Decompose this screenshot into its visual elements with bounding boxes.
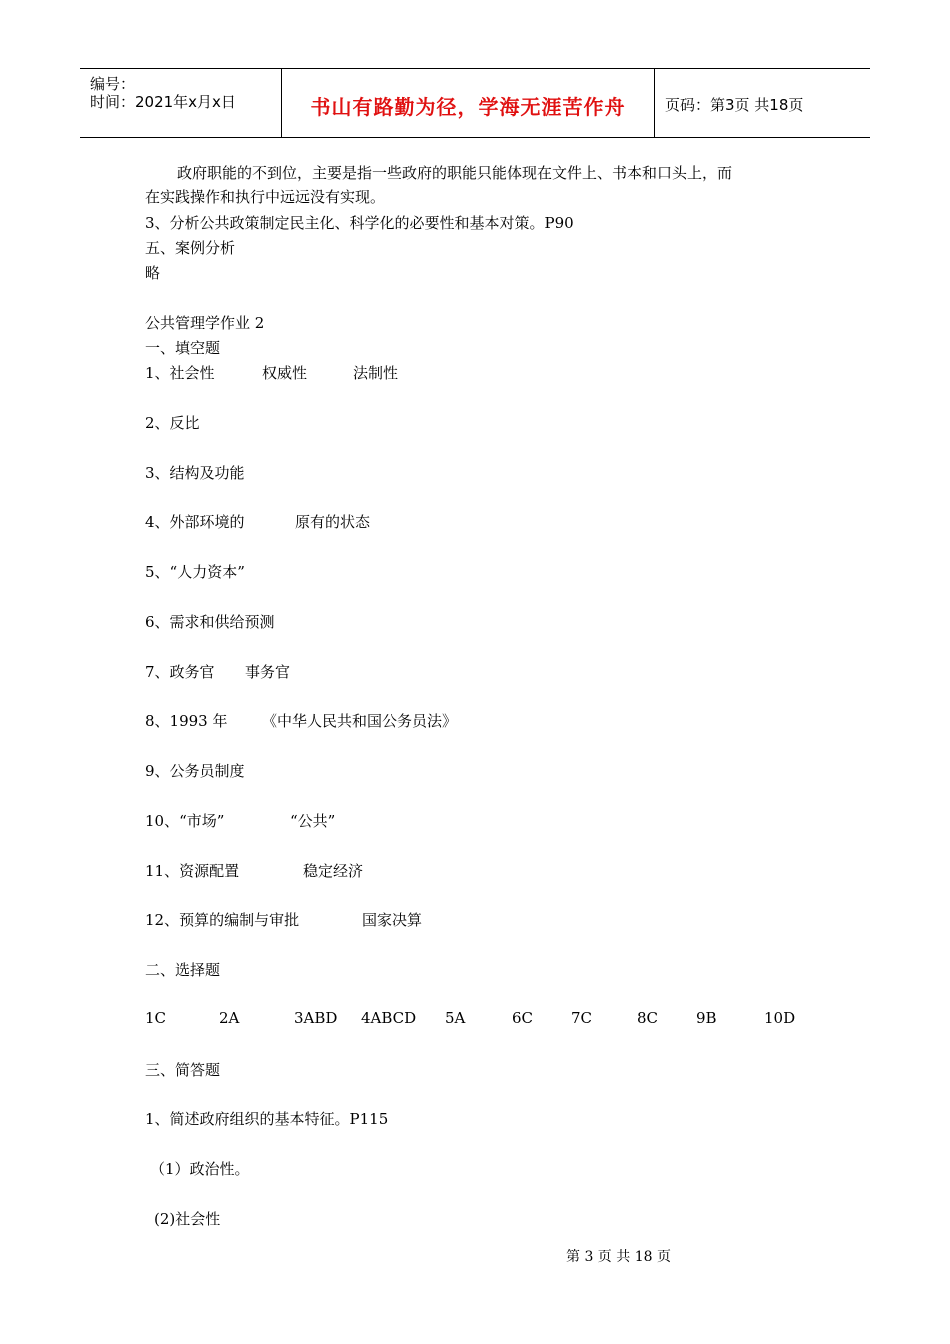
answer-item: 7、政务官 xyxy=(145,663,215,681)
answer-item: 《中华人民共和国公务员法》 xyxy=(262,712,458,730)
answer-item: 5、“人力资本” xyxy=(145,563,245,581)
page-info: 页码：第3页 共18页 xyxy=(665,96,804,114)
answer-item: 4、外部环境的 xyxy=(145,513,245,531)
answer-item: 国家决算 xyxy=(362,911,423,929)
choice-answer: 7C xyxy=(571,1009,593,1027)
choice-answer: 1C xyxy=(145,1009,167,1027)
choice-answer: 5A xyxy=(445,1009,466,1027)
answer-item: 8、1993 年 xyxy=(145,712,228,730)
short-answer-point: (2)社会性 xyxy=(154,1210,221,1228)
section-heading: 三、简答题 xyxy=(145,1061,221,1079)
answer-item: 法制性 xyxy=(353,364,399,382)
short-answer-point: （1）政治性。 xyxy=(150,1160,250,1178)
answer-item: 12、预算的编制与审批 xyxy=(145,911,300,929)
section-heading: 五、案例分析 xyxy=(145,239,236,257)
choice-answer: 8C xyxy=(637,1009,659,1027)
motto: 书山有路勤为径，学海无涯苦作舟 xyxy=(310,95,626,119)
page-header xyxy=(80,68,870,138)
answer-item: 10、“市场” xyxy=(145,812,225,830)
answer-item: 稳定经济 xyxy=(303,862,364,880)
homework-title: 公共管理学作业 2 xyxy=(145,314,265,332)
choice-answer: 6C xyxy=(512,1009,534,1027)
answer-item: 6、需求和供给预测 xyxy=(145,613,275,631)
choice-answer: 9B xyxy=(696,1009,717,1027)
header-page-cell xyxy=(655,69,870,137)
answer-item: 原有的状态 xyxy=(295,513,371,531)
omitted-note: 略 xyxy=(145,264,161,282)
question-3: 3、分析公共政策制定民主化、科学化的必要性和基本对策。P90 xyxy=(145,214,574,232)
paragraph-line: 在实践操作和执行中远远没有实现。 xyxy=(145,188,386,206)
choice-answer: 4ABCD xyxy=(361,1009,417,1027)
section-heading: 一、填空题 xyxy=(145,339,221,357)
choice-answer: 10D xyxy=(764,1009,796,1027)
choice-answer: 3ABD xyxy=(294,1009,338,1027)
answer-item: 1、社会性 xyxy=(145,364,215,382)
time-label: 时间：2021年x月x日 xyxy=(90,93,236,111)
answer-item: 事务官 xyxy=(245,663,291,681)
number-label: 编号： xyxy=(90,75,136,93)
header-meta xyxy=(80,69,282,137)
answer-item: 3、结构及功能 xyxy=(145,464,245,482)
short-question: 1、简述政府组织的基本特征。P115 xyxy=(145,1110,389,1128)
paragraph-line: 政府职能的不到位，主要是指一些政府的职能只能体现在文件上、书本和口头上，而 xyxy=(177,164,733,182)
answer-item: 2、反比 xyxy=(145,414,200,432)
answer-item: 权威性 xyxy=(262,364,308,382)
answer-item: “公共” xyxy=(290,812,336,830)
page-footer: 第 3 页 共 18 页 xyxy=(566,1249,671,1265)
choice-answer: 2A xyxy=(219,1009,240,1027)
answer-item: 11、资源配置 xyxy=(145,862,240,880)
answer-item: 9、公务员制度 xyxy=(145,762,245,780)
section-heading: 二、选择题 xyxy=(145,961,221,979)
header-motto-cell xyxy=(282,69,655,137)
